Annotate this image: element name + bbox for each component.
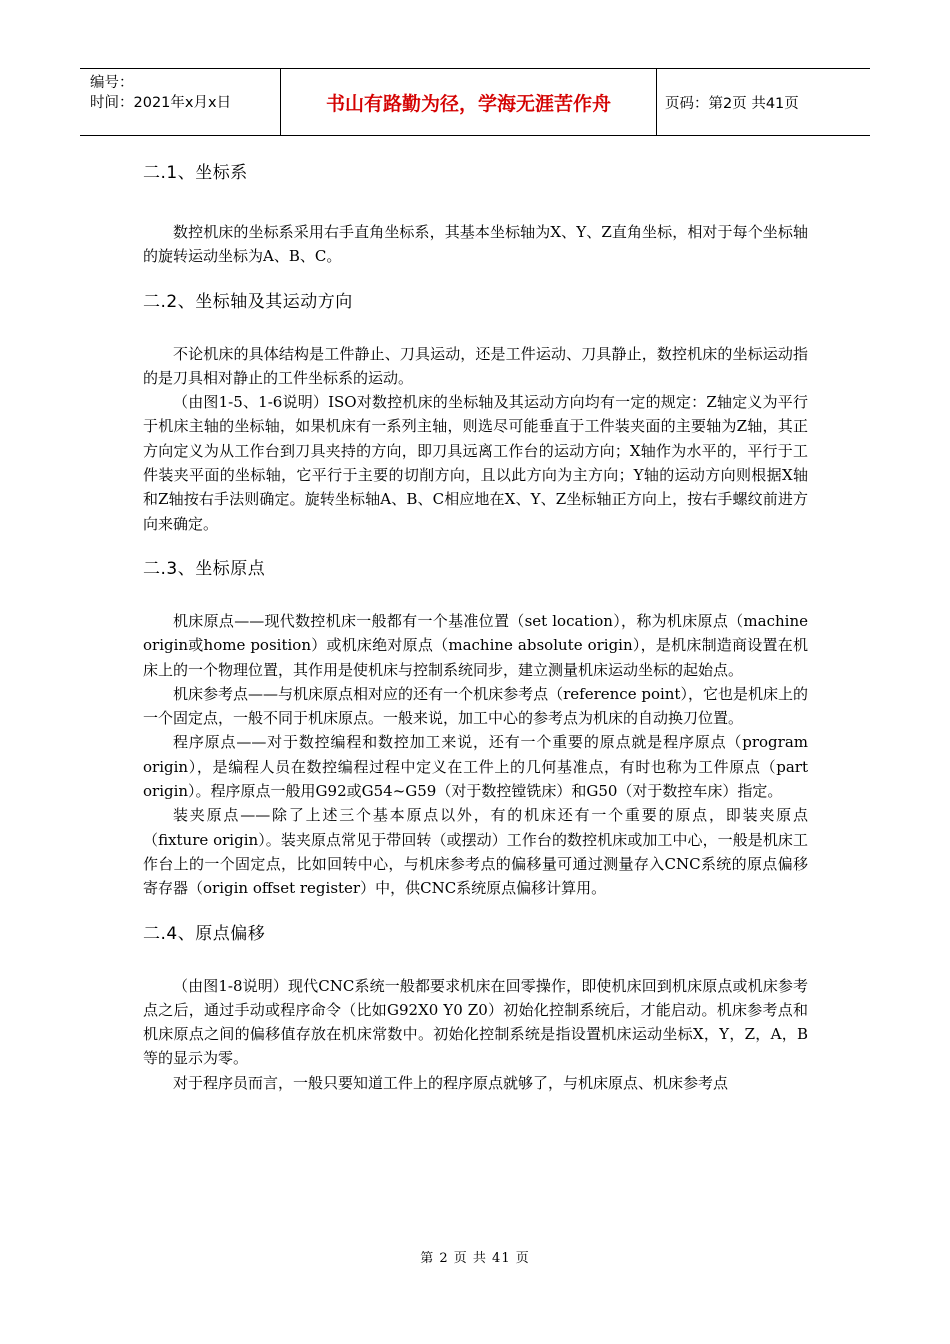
page-footer: 第 2 页 共 41 页 <box>420 1251 530 1266</box>
paragraph: 机床参考点——与机床原点相对应的还有一个机床参考点（reference point），它也是机床上的一个固定点，一般不同于机床原点。一般来说，加工中心的参考点为机床的自动换刀位置。 <box>143 684 808 728</box>
paragraph: 机床原点——现代数控机床一般都有一个基准位置（set location），称为机床原点（machine origin或home position）或机床绝对原点（machine absolute origin），是机床制造商设置在机床上的一个物理位置，其作用是使机床与控制系统同步，建立测量机床运动坐标的起始点。 <box>143 611 808 679</box>
document-number-label: 编号： <box>90 75 134 91</box>
paragraph: 数控机床的坐标系采用右手直角坐标系，其基本坐标轴为X、Y、Z直角坐标，相对于每个坐标轴的旋转运动坐标为A、B、C。 <box>143 223 808 266</box>
section-heading-coordinate-system: 二.1、坐标系 <box>143 163 248 183</box>
paragraph: （由图1-5、1-6说明）ISO对数控机床的坐标轴及其运动方向均有一定的规定：Z轴定义为平行于机床主轴的坐标轴，如果机床有一系列主轴，则选尽可能垂直于工件装夹面的主要轴为Z轴，其正方向定义为从工作台到刀具夹持的方向，即刀具远离工作台的运动方向；X轴作为水平的，平行于工件装夹平面的坐标轴，它平行于主要的切削方向，且以此方向为主方向；Y轴的运动方向则根据X轴和Z轴按右手法则确定。旋转坐标轴A、B、C相应地在X、Y、Z坐标轴正方向上，按右手螺纹前进方向来确定。 <box>143 393 808 533</box>
header-meta-cell <box>80 69 281 135</box>
section-heading-axes-direction: 二.2、坐标轴及其运动方向 <box>143 291 353 312</box>
header-motto: 书山有路勤为径，学海无涯苦作舟 <box>325 92 611 115</box>
document-time-label: 时间：2021年x月x日 <box>90 95 232 111</box>
paragraph: 不论机床的具体结构是工件静止、刀具运动，还是工件运动、刀具静止，数控机床的坐标运动指的是刀具相对静止的工件坐标系的运动。 <box>143 344 808 387</box>
section-heading-origin-offset: 二.4、原点偏移 <box>143 923 266 944</box>
paragraph: 对于程序员而言，一般只要知道工件上的程序原点就够了，与机床原点、机床参考点 <box>173 1073 729 1092</box>
document-body <box>143 156 808 1095</box>
paragraph: 程序原点——对于数控编程和数控加工来说，还有一个重要的原点就是程序原点（program origin），是编程人员在数控编程过程中定义在工件上的几何基准点，有时也称为工件原点（part origin）。程序原点一般用G92或G54~G59（对于数控镗铣床）和G50（对于数控车床）指定。 <box>143 733 808 801</box>
header-motto-cell <box>281 69 657 135</box>
paragraph: 装夹原点——除了上述三个基本原点以外，有的机床还有一个重要的原点，即装夹原点（fixture origin）。装夹原点常见于带回转（或摆动）工作台的数控机床或加工中心，一般是机床工作台上的一个固定点，比如回转中心，与机床参考点的偏移量可通过测量存入CNC系统的原点偏移寄存器（origin offset register）中，供CNC系统原点偏移计算用。 <box>143 806 808 898</box>
header-page-cell <box>657 69 870 135</box>
header-page-info: 页码：第2页 共41页 <box>665 95 799 112</box>
header-table <box>80 68 870 136</box>
paragraph: （由图1-8说明）现代CNC系统一般都要求机床在回零操作，即使机床回到机床原点或机床参考点之后，通过手动或程序命令（比如G92X0 Y0 Z0）初始化控制系统后，才能启动。机床参考点和机床原点之间的偏移值存放在机床常数中。初始化控制系统是指设置机床运动坐标X，Y，Z，A，B等的显示为零。 <box>143 976 808 1068</box>
section-heading-origin: 二.3、坐标原点 <box>143 558 266 579</box>
